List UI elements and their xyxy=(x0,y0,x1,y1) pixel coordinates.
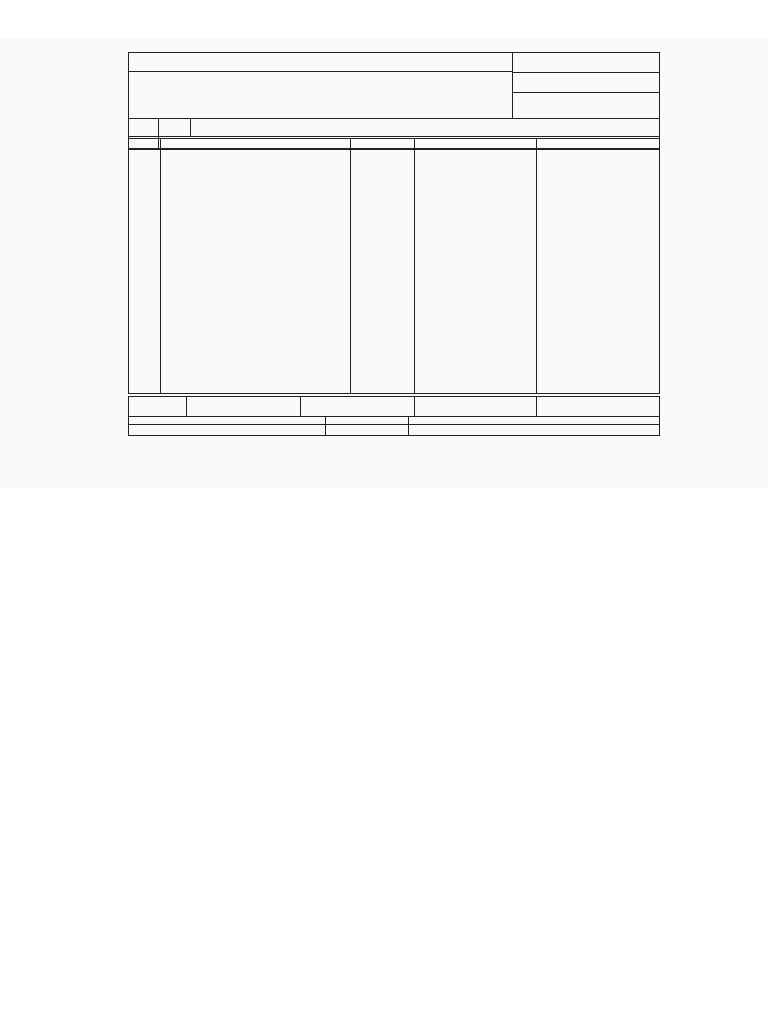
payslip-december xyxy=(0,38,768,488)
items-table xyxy=(128,138,660,394)
paper-sheet-1 xyxy=(0,38,768,488)
